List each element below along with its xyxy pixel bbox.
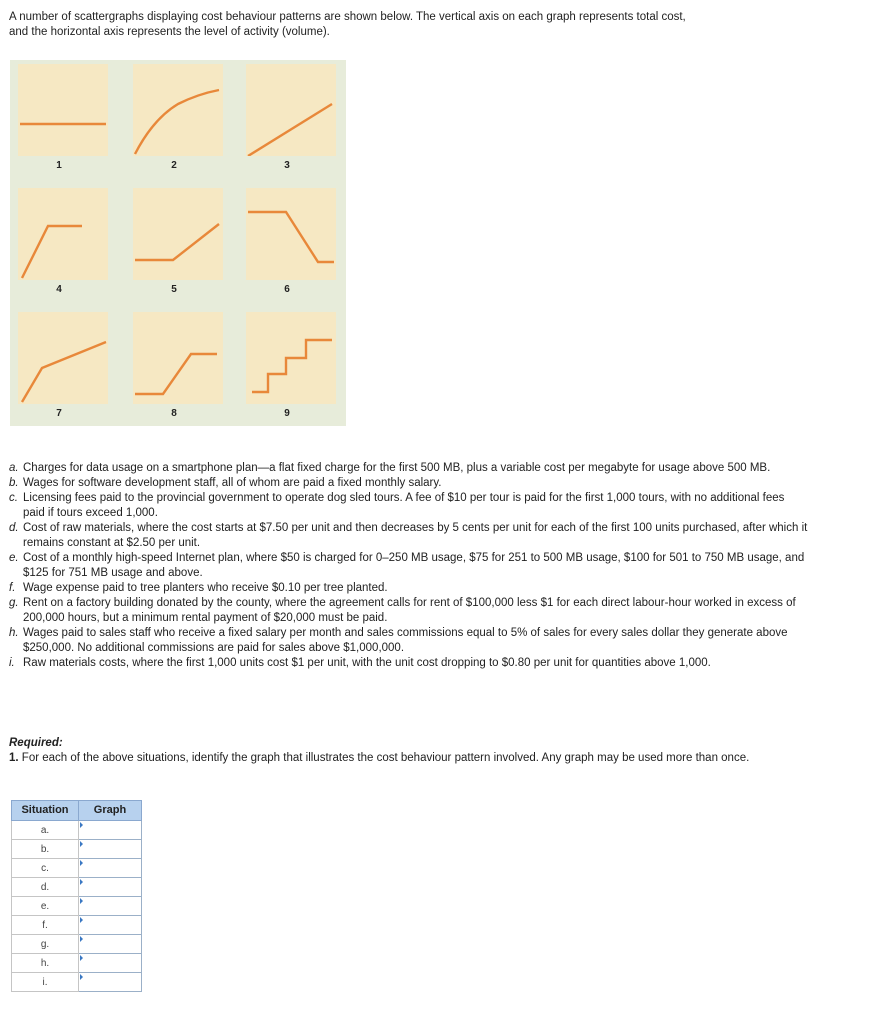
situation-letter: f. xyxy=(9,582,16,594)
table-row xyxy=(12,840,142,859)
graph-2-svg xyxy=(133,64,223,156)
graph-4 xyxy=(10,184,108,296)
graph-6-line xyxy=(248,212,334,262)
graph-2-plot xyxy=(133,64,223,156)
graph-cell xyxy=(79,916,142,935)
required-question-text: For each of the above situations, identify the graph that illustrates the cost behaviour pattern involved. Any graph may be used more than once. xyxy=(21,752,750,764)
intro-text xyxy=(9,10,869,40)
required-title: Required: xyxy=(9,737,63,749)
table-row xyxy=(12,859,142,878)
graph-cell xyxy=(79,935,142,954)
graph-8-line xyxy=(135,354,217,394)
graph-5-svg xyxy=(133,188,223,280)
situation-text: Rent on a factory building donated by the county, where the agreement calls for rent of $100,000 less $1 for each direct labour-hour worked in excess of 200,000 hours, but a minimum rental payment of $20,000 must be paid. xyxy=(23,597,796,624)
situation-letter: c. xyxy=(9,492,18,504)
graph-1-svg xyxy=(18,64,108,156)
graph-answer-input-d[interactable] xyxy=(79,878,141,896)
table-row xyxy=(12,821,142,840)
graph-9-label: 9 xyxy=(284,408,290,419)
situation-d xyxy=(9,521,809,551)
graph-6 xyxy=(238,184,336,296)
graph-cell xyxy=(79,840,142,859)
answer-table-header xyxy=(12,801,142,821)
graph-1 xyxy=(10,60,108,172)
graph-1-plot xyxy=(18,64,108,156)
graph-5 xyxy=(125,184,223,296)
situation-cell: b. xyxy=(12,840,79,859)
situation-i xyxy=(9,656,809,671)
graph-2-line xyxy=(135,90,219,154)
situation-cell: i. xyxy=(12,973,79,992)
graph-answer-input-i[interactable] xyxy=(79,973,141,991)
situation-text: Raw materials costs, where the first 1,000 units cost $1 per unit, with the unit cost dropping to $0.80 per unit for quantities above 1,000. xyxy=(23,657,711,669)
graph-7 xyxy=(10,308,108,420)
graph-cell xyxy=(79,954,142,973)
situation-text: Licensing fees paid to the provincial government to operate dog sled tours. A fee of $10 per tour is paid for the first 1,000 tours, with no additional fees paid if tours exceed 1,000. xyxy=(23,492,785,519)
graph-6-plot xyxy=(246,188,336,280)
graph-7-label: 7 xyxy=(56,408,62,419)
graph-9-line xyxy=(252,340,332,392)
graph-2-label: 2 xyxy=(171,160,177,171)
graph-1-label: 1 xyxy=(56,160,62,171)
scattergraph-panel xyxy=(10,60,346,426)
graph-9 xyxy=(238,308,336,420)
situation-letter: h. xyxy=(9,627,19,639)
graph-7-plot xyxy=(18,312,108,404)
graph-7-svg xyxy=(18,312,108,404)
graph-4-line xyxy=(22,226,82,278)
graph-5-label: 5 xyxy=(171,284,177,295)
graph-7-line xyxy=(22,342,106,402)
situation-e xyxy=(9,551,809,581)
graph-cell xyxy=(79,973,142,992)
graph-2 xyxy=(125,60,223,172)
graph-answer-input-b[interactable] xyxy=(79,840,141,858)
situation-a xyxy=(9,461,809,476)
situation-text: Wages for software development staff, all of whom are paid a fixed monthly salary. xyxy=(23,477,442,489)
situation-b xyxy=(9,476,809,491)
graph-3-plot xyxy=(246,64,336,156)
situation-cell: g. xyxy=(12,935,79,954)
graph-4-svg xyxy=(18,188,108,280)
graph-cell xyxy=(79,821,142,840)
situation-text: Wage expense paid to tree planters who receive $0.10 per tree planted. xyxy=(23,582,388,594)
situation-letter: b. xyxy=(9,477,19,489)
situation-letter: d. xyxy=(9,522,19,534)
graph-8-label: 8 xyxy=(171,408,177,419)
situation-h xyxy=(9,626,809,656)
graph-6-svg xyxy=(246,188,336,280)
graph-column-header: Graph xyxy=(79,801,142,821)
graph-8-plot xyxy=(133,312,223,404)
graph-4-plot xyxy=(18,188,108,280)
situation-cell: f. xyxy=(12,916,79,935)
graph-9-svg xyxy=(246,312,336,404)
graph-answer-input-e[interactable] xyxy=(79,897,141,915)
graph-9-plot xyxy=(246,312,336,404)
graph-cell xyxy=(79,897,142,916)
situation-cell: d. xyxy=(12,878,79,897)
situation-letter: a. xyxy=(9,462,19,474)
graph-4-label: 4 xyxy=(56,284,62,295)
situation-letter: i. xyxy=(9,657,15,669)
situation-letter: g. xyxy=(9,597,19,609)
table-row xyxy=(12,954,142,973)
situation-text: Cost of a monthly high-speed Internet plan, where $50 is charged for 0–250 MB usage, $75 for 251 to 500 MB usage, $100 for 501 to 750 MB usage, and $125 for 751 MB usage and above. xyxy=(23,552,805,579)
table-row xyxy=(12,973,142,992)
required-section xyxy=(9,736,869,766)
graph-answer-input-c[interactable] xyxy=(79,859,141,877)
situation-letter: e. xyxy=(9,552,19,564)
table-row xyxy=(12,935,142,954)
situation-cell: c. xyxy=(12,859,79,878)
graph-8 xyxy=(125,308,223,420)
graph-3 xyxy=(238,60,336,172)
situation-text: Wages paid to sales staff who receive a fixed salary per month and sales commissions equal to 5% of sales for every sales dollar they generate above $250,000. No additional commissions are paid for sales above $1,000,000. xyxy=(23,627,788,654)
graph-3-line xyxy=(248,104,332,156)
situation-g xyxy=(9,596,809,626)
graph-answer-input-h[interactable] xyxy=(79,954,141,972)
situation-column-header: Situation xyxy=(12,801,79,821)
situation-cell: a. xyxy=(12,821,79,840)
answer-table xyxy=(11,800,142,992)
situation-text: Cost of raw materials, where the cost starts at $7.50 per unit and then decreases by 5 cents per unit for each of the first 100 units purchased, after which it remains constant at $2.50 per unit. xyxy=(23,522,808,549)
situation-cell: h. xyxy=(12,954,79,973)
intro-line-1: A number of scattergraphs displaying cost behaviour patterns are shown below. The vertical axis on each graph represents total cost, xyxy=(9,11,686,23)
required-question xyxy=(9,751,869,766)
table-row xyxy=(12,897,142,916)
required-number: 1. xyxy=(9,752,19,764)
graph-answer-input-f[interactable] xyxy=(79,916,141,934)
graph-3-label: 3 xyxy=(284,160,290,171)
table-row xyxy=(12,878,142,897)
situation-f xyxy=(9,581,809,596)
graph-5-line xyxy=(135,224,219,260)
situation-cell: e. xyxy=(12,897,79,916)
situations-list xyxy=(9,461,809,671)
graph-8-svg xyxy=(133,312,223,404)
graph-answer-input-g[interactable] xyxy=(79,935,141,953)
situation-c xyxy=(9,491,809,521)
graph-5-plot xyxy=(133,188,223,280)
situation-text: Charges for data usage on a smartphone plan—a flat fixed charge for the first 500 MB, plus a variable cost per megabyte for usage above 500 MB. xyxy=(23,462,771,474)
graph-answer-input-a[interactable] xyxy=(79,821,141,839)
graph-3-svg xyxy=(246,64,336,156)
graph-6-label: 6 xyxy=(284,284,290,295)
intro-line-2: and the horizontal axis represents the level of activity (volume). xyxy=(9,26,330,38)
graph-cell xyxy=(79,859,142,878)
table-row xyxy=(12,916,142,935)
graph-cell xyxy=(79,878,142,897)
